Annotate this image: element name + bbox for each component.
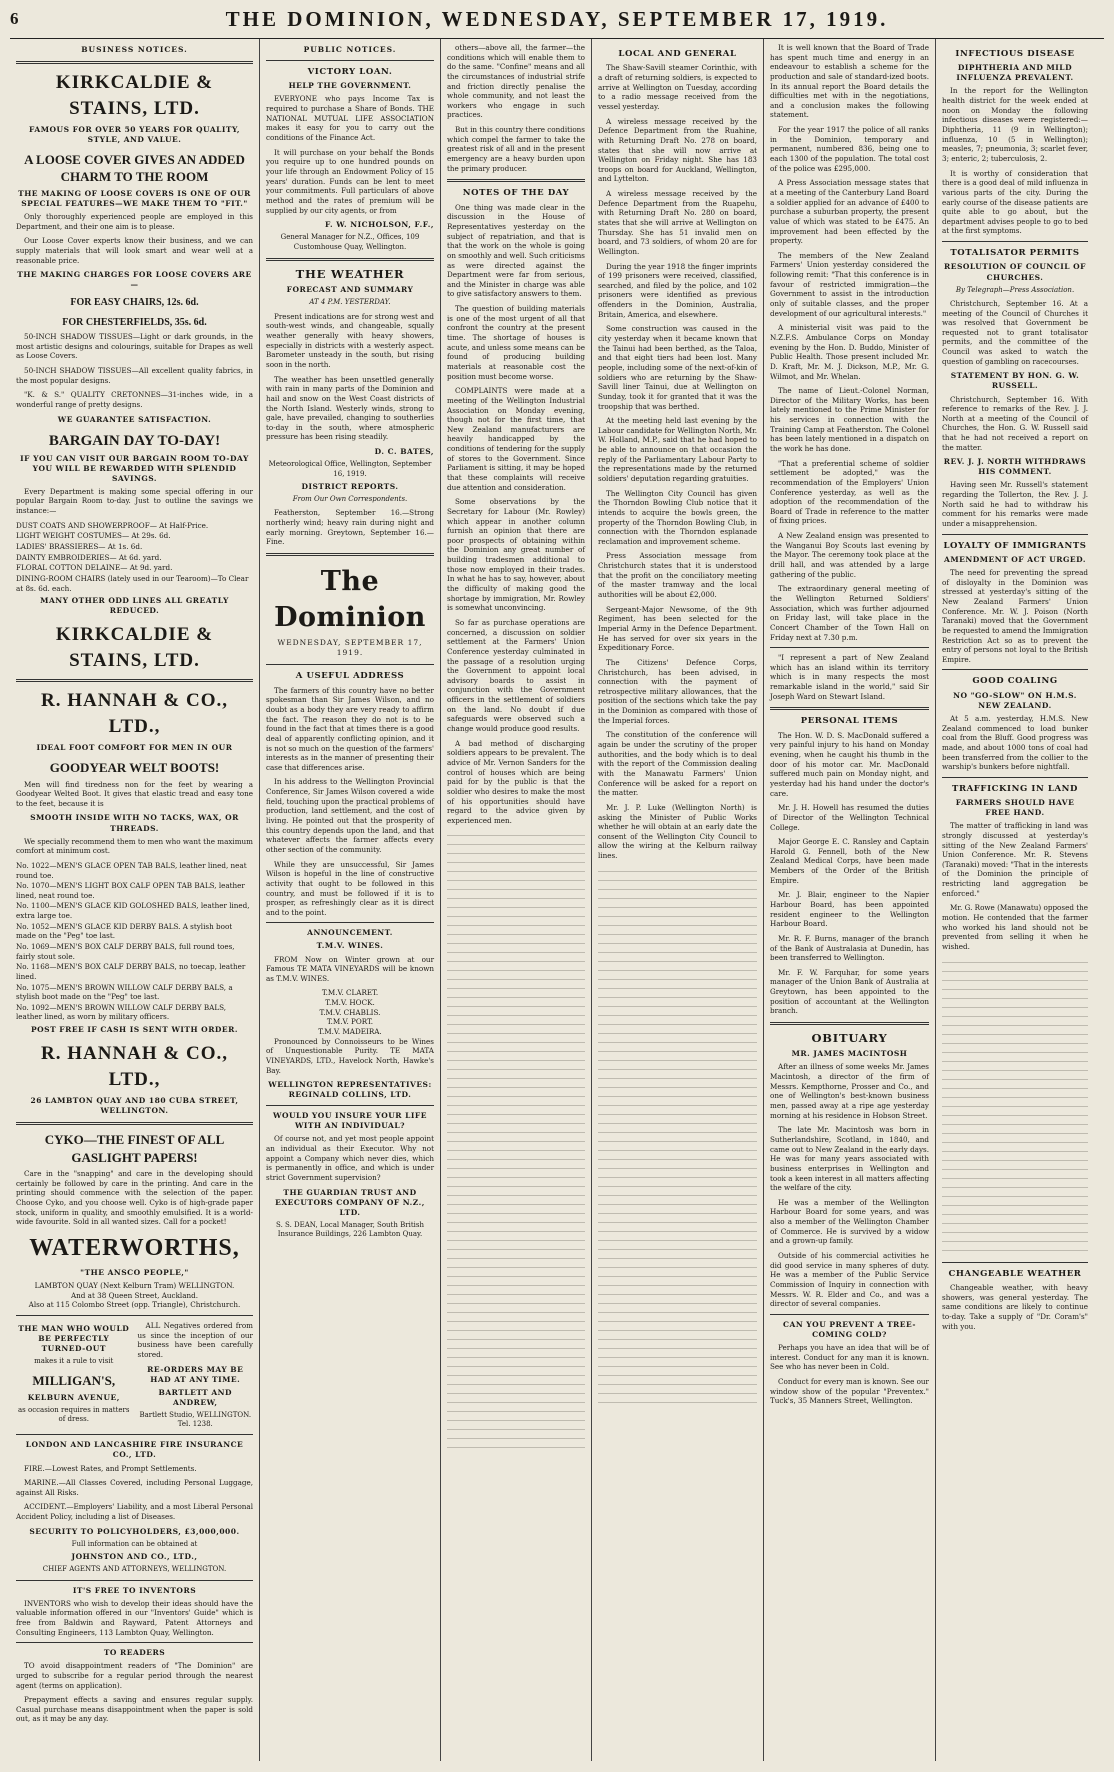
article-text: "I represent a part of New Zealand which has an island within its territory which is in many respects the most remarkable island in the world," said Sir Joseph Ward on Stewart Island. xyxy=(770,653,929,701)
ad-text: FIRE.—Lowest Rates, and Prompt Settlements. xyxy=(24,1463,197,1473)
divider xyxy=(266,664,434,665)
divider xyxy=(16,1580,253,1581)
wine-item: T.M.V. CLARET. xyxy=(321,988,379,998)
article-text: The members of the New Zealand Farmers' Union yesterday considered the following remit: "That this conference is in favour of restricted immigration—the Government to assist in the introduction only of suitable classes, and the proper development of our agricultural interests." xyxy=(770,250,929,318)
columns xyxy=(10,39,1104,1761)
london-info: Full information can be obtained at xyxy=(71,1539,198,1548)
ad-text: ALL Negatives ordered from us since the inception of our business have been carefully stored. xyxy=(137,1320,253,1359)
article-text: A ministerial visit was paid to the N.Z.F.S. Ambulance Corps on Monday evening by the Hon. D. Buddo, Minister of Public Health. Those present included Mr. D. Kraft, Mr. M. J. Dickson, M.P., Mr. G. Wilmot, and Mr. Whelan. xyxy=(770,323,929,381)
bargain-subhead: IF YOU CAN VISIT OUR BARGAIN ROOM TO-DAY YOU WILL BE REWARDED WITH SPLENDID SAVINGS. xyxy=(20,453,249,483)
column-notes xyxy=(441,39,592,1761)
north-heading: REV. J. J. NORTH WITHDRAWS HIS COMMENT. xyxy=(943,457,1087,477)
hannah-address: 26 LAMBTON QUAY AND 180 CUBA STREET, WELLINGTON. xyxy=(30,1096,239,1116)
guarantee-line: WE GUARANTEE SATISFACTION. xyxy=(57,414,212,424)
weather-signature: D. C. BATES, xyxy=(374,447,434,457)
article-text: So far as purchase operations are concerned, a discussion on soldier settlement at the Farmers' Union Conference yesterday culminated in the passage of a resolution urging the Government to appoint local advisory boards to assist in conjunction with the Government officers in the settlement of soldiers on the land. No doubt if due safeguards were observed such a change would produce good results. xyxy=(447,617,585,734)
article-text: A bad method of discharging soldiers appears to be prevalent. The advice of Mr. Vernon Sanders for the control of houses which are being paid for by the public is that the soldier who desires to make the most of his opportunities should have regard to the advice given by experienced men. xyxy=(447,738,585,825)
wine-item: T.M.V. MADEIRA. xyxy=(318,1027,382,1037)
bartlett-title: BARTLETT AND ANDREW, xyxy=(158,1387,232,1407)
victory-signature: F. W. NICHOLSON, F.F., xyxy=(324,220,434,230)
cyko-headline: CYKO—THE FINEST OF ALL GASLIGHT PAPERS! xyxy=(44,1132,225,1165)
article-text: EVERYONE who pays Income Tax is required to purchase a Share of Bonds. THE NATIONAL MUTUAL LIFE ASSOCIATION makes it easy for you to carry out the conditions of the Finance Act. xyxy=(266,94,434,143)
coaling-heading: GOOD COALING xyxy=(972,676,1058,687)
article-text: Mr. G. Rowe (Manawatu) opposed the motion. He contended that the farmer who worked his land should not be prevented from selling it when he wished. xyxy=(942,903,1088,951)
london-title: LONDON AND LANCASHIRE FIRE INSURANCE CO., LTD. xyxy=(25,1440,244,1460)
bargain-footer: MANY OTHER ODD LINES ALL GREATLY REDUCED. xyxy=(40,596,229,616)
kirkcaldie-ad xyxy=(16,70,253,673)
johnston-sub: CHIEF AGENTS AND ATTORNEYS, WELLINGTON. xyxy=(42,1565,227,1574)
ad-text: FROM Now on Winter grown at our Famous TE MATA VINEYARDS will be known as T.M.V. WINES. xyxy=(266,954,434,983)
article-text: Some construction was caused in the city yesterday when it became known that the Tainui had been berthed, as the Taloa, and that eight tiers had been lost. Many people, including some of the next-of-kin of soldiers who are returning by the Shaw-Savill liner Tainui, due at Wellington on Sunday, took it for granted that it was the troopship that was berthed. xyxy=(598,324,757,411)
paper-nameplate: The Dominion xyxy=(274,565,426,634)
making-charge: FOR EASY CHAIRS, 12s. 6d. xyxy=(70,297,199,309)
page-number: 6 xyxy=(10,9,19,28)
totalisator-sub: RESOLUTION OF COUNCIL OF CHURCHES. xyxy=(944,262,1086,282)
boot-item: No. 1052—MEN'S GLACE KID DERBY BALS. A stylish boot made on the "Peg" toe last. xyxy=(16,921,233,941)
divider xyxy=(942,241,1088,242)
wine-item: T.M.V. HOCK. xyxy=(325,998,375,1008)
totalisator-source: By Telegraph—Press Association. xyxy=(955,285,1075,294)
russell-heading: STATEMENT BY HON. G. W. RUSSELL. xyxy=(950,371,1080,391)
totalisator-heading: TOTALISATOR PERMITS xyxy=(950,248,1080,259)
coaling-sub: NO "GO-SLOW" ON H.M.S. NEW ZEALAND. xyxy=(953,690,1077,710)
article-text: Changeable weather, with heavy showers, was general yesterday. The same conditions are likely to continue to-day. Take a supply of "Dr. Coram's" with you. xyxy=(942,1282,1088,1331)
divider xyxy=(16,1122,253,1125)
column-news-briefs xyxy=(936,39,1094,1761)
ad-text: Perhaps you have an idea that will be of interest. Conduct for any man it is known. See who has never been in Cold. xyxy=(770,1342,929,1372)
article-text: The Wellington City Council has given the Thorndon Bowling Club notice that it intends to acquire the bowls green, the property of the Thorndon Bowling Club, in connection with the Thorndon esplanade reclamation and improvement scheme. xyxy=(598,488,757,546)
divider xyxy=(942,777,1088,778)
divider xyxy=(770,647,929,648)
ad-text: 50-INCH SHADOW TISSUES—All excellent quality fabrics, in the most popular designs. xyxy=(16,365,253,385)
paper-dateline: WEDNESDAY, SEPTEMBER 17, 1919. xyxy=(277,638,423,658)
bargain-item: DINING-ROOM CHAIRS (lately used in our Tearoom)—To Clear at 8s. 6d. each. xyxy=(16,573,249,593)
article-text: A Press Association message states that at a meeting of the Canterbury Land Board a soldier applied for an advance of £400 to purchase a suburban property, the present value of which was stated to be £475. An improvement had been effected by the property. xyxy=(770,178,929,246)
ad-text: Pronounced by Connoisseurs to be Wines of Unquestionable Purity. TE MATA VINEYARDS, LTD., Havelock North, Hawke's Bay. xyxy=(266,1036,434,1075)
ad-text: Conduct for every man is known. See our window show of the popular "Preventex." Tuck's, 35 Manners Street, Wellington. xyxy=(770,1376,929,1406)
article-text: The question of building materials is one of the most urgent of all that confront the country at the present time. The shortage of houses is acute, and unless some means can be found of producing building materials at reasonable cost the position must become worse. xyxy=(447,304,585,381)
boot-item: No. 1022—MEN'S GLACE OPEN TAB BALS, leather lined, neat round toe. xyxy=(16,860,247,880)
article-text: Outside of his commercial activities he did good service in many spheres of duty. He was a member of the Public Service Commission of Inquiry in connection with Messrs. W. R. Elder and Co., and was a director of several companies. xyxy=(770,1251,929,1309)
article-text: After an illness of some weeks Mr. James Macintosh, a director of the firm of Messrs. Kempthorne, Prosser and Co., and one of Wellington's best-known business men, passed away at a ripe age yesterday morning at his residence in Hobson Street. xyxy=(770,1062,929,1120)
weather-heading: THE WEATHER xyxy=(295,266,405,281)
inventors-headline: IT'S FREE TO INVENTORS xyxy=(72,1585,197,1595)
article-text: A wireless message received by the Defence Department from the Ruapehu, with Returning Draft No. 280 on board, states that she will arrive at Wellington on Thursday. She has 51 invalid men on board, and 73 soldiers, of whom 20 are for Wellington. xyxy=(598,189,757,256)
hannah-tagline: IDEAL FOOT COMFORT FOR MEN IN OUR xyxy=(36,743,233,753)
goodyear-headline: GOODYEAR WELT BOOTS! xyxy=(49,760,220,776)
guardian-title: THE GUARDIAN TRUST AND EXECUTORS COMPANY OF N.Z., LTD. xyxy=(275,1187,425,1217)
milligan-title: MILLIGAN'S, xyxy=(32,1373,116,1389)
divider xyxy=(770,1022,929,1025)
loose-cover-subhead: THE MAKING OF LOOSE COVERS IS ONE OF OUR SPECIAL FEATURES—WE MAKE THEM TO "FIT." xyxy=(18,188,251,208)
te-mata-ad xyxy=(266,928,434,1100)
bartlett-address: Bartlett Studio, WELLINGTON. xyxy=(139,1410,252,1419)
london-security: SECURITY TO POLICYHOLDERS, £3,000,000. xyxy=(29,1526,240,1536)
hannah-title: R. HANNAH & CO., LTD., xyxy=(41,690,228,737)
man-who-sub: makes it a rule to visit xyxy=(34,1357,114,1366)
article-text: The Hon. W. D. S. MacDonald suffered a very painful injury to his hand on Monday evening, when he caught his thumb in the door of his motor car. Mr. MacDonald suffered much pain on Monday night, and yesterday had his hand under the doctor's care. xyxy=(770,730,929,798)
making-charge: FOR CHESTERFIELDS, 35s. 6d. xyxy=(62,316,207,328)
smooth-inside-line: SMOOTH INSIDE WITH NO TACKS, WAX, OR THREADS. xyxy=(30,813,239,833)
article-text: Mr. F. W. Farquhar, for some years manager of the Union Bank of Australia at Greytown, has been appointed to the position of accountant at the Wellington branch. xyxy=(770,967,929,1016)
editorial-heading: A USEFUL ADDRESS xyxy=(295,671,405,682)
weather-signature-detail: Meteorological Office, Wellington, September 16, 1919. xyxy=(268,460,432,478)
ad-text: Care in the "snapping" and care in the developing should certainly be followed by care in the printing. And care in the printing should commence with the selection of the paper. Choose Cyko, and you choose well. Cyko is of high-grade paper stock, uniform in quality, and smoothly emulsified. It is a world-wide favourite. Sold in all wanted sizes. Call for a pocket! xyxy=(16,1168,253,1227)
ad-text: Only thoroughly experienced people are employed in this Department, and their one aim is to please. xyxy=(16,211,253,231)
article-text: In the report for the Wellington health district for the week ended at noon on Monday the following infectious diseases were registered:—Diphtheria, 11 (9 in Wellington); influenza, 10 (5 in Wellington); measles, 7; pneumonia, 3; scarlet fever, 3; enteric, 2; tuberculosis, 2. xyxy=(942,86,1088,163)
boot-item: No. 1100—MEN'S GLACE KID GOLOSHED BALS, leather lined, extra large toe. xyxy=(16,901,250,921)
article-text: While they are unsuccessful, Sir James Wilson is hopeful in the line of constructive activity that ought to be followed in this country, and must be followed if it is to prosper, as refreshingly clear as it is direct and to the point. xyxy=(266,859,434,917)
article-text: At 5 a.m. yesterday, H.M.S. New Zealand commenced to load bunker coal from the Bluff. Good progress was made, and about 1000 tons of coal had been transferred from the collier to the warship's bunkers before nightfall. xyxy=(942,713,1088,772)
obituary-heading: OBITUARY xyxy=(811,1031,888,1046)
waterworths-address: Also at 115 Colombo Street (opp. Triangle), Christchurch. xyxy=(28,1300,241,1310)
cold-ad-heading: CAN YOU PREVENT A TREE-COMING COLD? xyxy=(783,1319,916,1339)
article-text: Christchurch, September 16. At a meeting of the Council of Churches it was resolved that Government be requested not to grant totalisator permits, and the committee of the Council was asked to watch the question of gambling on racecourses. xyxy=(942,298,1088,366)
ad-text: We specially recommend them to men who want the maximum comfort at minimum cost. xyxy=(16,836,253,856)
kirkcaldie-title: KIRKCALDIE & STAINS, LTD. xyxy=(55,72,214,119)
column-local-general xyxy=(592,39,764,1761)
article-text: But in this country there conditions which compel the farmer to take the greatest risk of all and in the present emergency are a heavy burden upon the primary producer. xyxy=(447,125,585,173)
article-text: Some observations by the Secretary for Labour (Mr. Rowley) which appear in another column furnish an opinion that there are poor prospects of obtaining within the Dominion any great number of building tradesmen additional to those now employed in their trades. In what he has to say, however, about the difficulty of making good the shortage by immigration, Mr. Rowley is somewhat unconvincing. xyxy=(447,497,585,613)
article-text: For the year 1917 the police of all ranks in the Dominion, temporary and permanent, numbered 836, being one to each 1300 of the population. The total cost of the police was £295,000. xyxy=(770,125,929,173)
divider xyxy=(942,534,1088,535)
milligan-address: KELBURN AVENUE, xyxy=(27,1392,120,1402)
notes-heading: NOTES OF THE DAY xyxy=(462,188,570,199)
district-reports-sub: From Our Own Correspondents. xyxy=(292,494,408,503)
wine-item: T.M.V. CHABLIS. xyxy=(319,1007,381,1017)
ad-text: ACCIDENT.—Employers' Liability, and a most Liberal Personal Accident Policy, including a list of Diseases. xyxy=(16,1502,253,1522)
article-text: Mr. J. H. Howell has resumed the duties of Director of the Wellington Technical College. xyxy=(770,803,929,832)
column-business-notices xyxy=(10,39,260,1761)
section-heading: BUSINESS NOTICES. xyxy=(81,45,188,54)
article-text: A New Zealand ensign was presented to the Wanganui Boy Scouts last evening by the Mayor. The ceremony took place at the drill hall, and was attended by a large gathering of the public. xyxy=(770,531,929,579)
article-text: It is worthy of consideration that there is a good deal of mild influenza in various parts of the city. During the early course of the disease patients are quite able to go about, but the department advises people to go to bed at the first symptoms. xyxy=(942,168,1088,236)
ad-text: Men will find tiredness non for the feet by wearing a Goodyear Welted Boot. It gives that elastic tread and easy tone to the feet, because it is xyxy=(16,779,253,808)
body-text-block xyxy=(598,866,757,1406)
article-text: Mr. J. P. Luke (Wellington North) is asking the Minister of Public Works whether he will obtain at an early date the consent of the Wellington City Council to allow the wiring at the Kelburn railway lines. xyxy=(598,802,757,861)
bargain-day-headline: BARGAIN DAY TO-DAY! xyxy=(48,432,221,449)
article-text: He was a member of the Wellington Harbour Board for some years, and was also a member of the Wellington Chamber of Commerce. He is survived by a widow and a grown-up family. xyxy=(770,1197,929,1246)
making-charges-heading: THE MAKING CHARGES FOR LOOSE COVERS ARE— xyxy=(17,270,252,290)
readers-headline: TO READERS xyxy=(103,1648,166,1658)
ad-text: Prepayment effects a saving and ensures regular supply. Casual purchase means disappointment when the paper is sold out, as it may be any day. xyxy=(16,1695,253,1724)
personal-items-heading: PERSONAL ITEMS xyxy=(800,716,899,727)
ad-text: INVENTORS who wish to develop their ideas should have the valuable information offered in our "Inventors' Guide" which is free from Baldwin and Rayward, Patent Attorneys and Consulting Engineers, 113 Lambton Quay, Wellington. xyxy=(16,1598,253,1637)
announcement-heading: ANNOUNCEMENT. xyxy=(307,928,393,938)
divider xyxy=(942,669,1088,670)
boots-list xyxy=(16,861,253,1022)
infectious-heading: INFECTIOUS DISEASE xyxy=(955,49,1075,59)
article-text: The Shaw-Savill steamer Corinthic, with a draft of returning soldiers, is expected to arrive at Wellington on Tuesday, according to a radio message received from the vessel yesterday. xyxy=(598,63,757,111)
bargain-item: LIGHT WEIGHT COSTUMES— At 29s. 6d. xyxy=(16,531,171,541)
article-text: The extraordinary general meeting of the Wellington Returned Soldiers' Association, which was further adjourned on Friday last, will take place in the Concert Chamber of the Town Hall on Friday next at 7.30 p.m. xyxy=(770,584,929,642)
london-lancashire-ad xyxy=(16,1440,253,1574)
kirkcaldie-title-footer: KIRKCALDIE & STAINS, LTD. xyxy=(55,624,214,671)
bargain-item: DUST COATS AND SHOWERPROOF— At Half-Price. xyxy=(16,520,209,530)
divider xyxy=(770,1314,929,1315)
victory-loan-sub: HELP THE GOVERNMENT. xyxy=(288,81,412,91)
divider xyxy=(266,553,434,556)
milligan-ad xyxy=(16,1321,132,1430)
obituary-name: MR. JAMES MACINTOSH xyxy=(791,1049,908,1059)
article-text: The weather has been unsettled generally with rain in many parts of the Dominion and hail and snow on the West Coast districts of the North Island. Westerly winds, strong to gale, have prevailed, changing to southerlies to-day in the south, where atmospheric pressure has been rising steadily. xyxy=(266,374,434,442)
article-text: It will purchase on your behalf the Bonds you require up to one hundred pounds on your life through an Endowment Policy of 15 years' duration. Funds can be lent to meet your commitments. Full particulars of above method and the rates of premium will be supplied by our city agents, or from xyxy=(266,147,434,215)
article-text: The Citizens' Defence Corps, Christchurch, has been advised, in connection with the payment of retrospective military allowances, that the position of the sections which take the pay in the Dominion as compared with those of the Imperial forces. xyxy=(598,657,757,725)
article-text: A wireless message received by the Defence Department from the Ruahine, with Returning Draft No. 278 on board, states that she will now arrive at Wellington on Friday night. She has 183 troops on board for Auckland, Wellington, and Lyttelton. xyxy=(598,116,757,184)
article-text: At the meeting held last evening by the Labour candidate for Wellington North, Mr. W. Holland, M.P., said that he had hoped to be able to announce on that occasion the reply of the Parliamentary Labour Party to the representations made by the returned soldiers' deputation regarding gratuities. xyxy=(598,416,757,483)
article-text: Sergeant-Major Newsome, of the 9th Regiment, has been selected for the Imperial Army in the Defence Department. He has served for over six years in the Expeditionary Force. xyxy=(598,604,757,653)
ad-text: TO avoid disappointment readers of "The Dominion" are urged to subscribe for a regular period through the nearest agent (terms on application). xyxy=(16,1661,253,1690)
hannah-ad xyxy=(16,688,253,1116)
article-text: The constitution of the conference will again be under the scrutiny of the proper authorities, and the body which is to deal with the report of the Commission dealing with the Manawatu Farmers' Union Conference will be asked for a report on the matter. xyxy=(598,730,757,798)
waterworths-title: WATERWORTHS, xyxy=(29,1234,240,1261)
article-text: Having seen Mr. Russell's statement regarding the Tollerton, the Rev. J. J. North said he had to withdraw his comment for his remarks were made under a misapprehension. xyxy=(942,480,1088,528)
post-free-line: POST FREE IF CASH IS SENT WITH ORDER. xyxy=(31,1025,238,1035)
loyalty-sub: AMENDMENT OF ACT URGED. xyxy=(944,555,1086,565)
divider xyxy=(16,61,253,64)
local-general-heading: LOCAL AND GENERAL xyxy=(618,49,737,59)
article-text: Press Association message from Christchurch states that it is understood that the profit on the conciliatory meeting of the master tramway and the local authorities will be about £2,000. xyxy=(598,551,757,600)
weather-time: AT 4 P.M. YESTERDAY. xyxy=(309,298,391,307)
ad-text: 50-INCH SHADOW TISSUES—Light or dark grounds, in the most artistic designs and colourings, suitable for Drapes as well as Loose Covers. xyxy=(16,332,253,361)
article-text: The farmers of this country have no better spokesman than Sir James Wilson, and no doubt as a body they are very ready to affirm the fact. The reason they do not is to be found in the fact that at times there is a good deal of apparently conflicting opinion, and it is not so much on the question of the farmers' interests as in the manner of presenting their case that differences arise. xyxy=(266,685,434,772)
divider xyxy=(16,1315,253,1316)
boot-item: No. 1070—MEN'S LIGHT BOX CALF OPEN TAB BALS, leather lined, neat round toe. xyxy=(16,881,245,900)
article-text: During the year 1918 the finger imprints of 199 prisoners were received, classified, searched, and filed by the police, and 102 prisoners were identified as previous offenders in the Dominion, Australia, Britain, America, and elsewhere. xyxy=(598,261,757,319)
divider xyxy=(266,922,434,923)
article-text: Major George E. C. Ransley and Captain Harold G. Fennell, both of the New Zealand Medical Corps, have been made Members of the Order of the British Empire. xyxy=(770,837,929,885)
loyalty-heading: LOYALTY OF IMMIGRANTS xyxy=(943,540,1087,551)
ad-text: Of course not, and yet most people appoint an individual as their Executor. Why not appoint a Company which never dies, which is permanently in office, and which is under strict Government supervision? xyxy=(266,1134,434,1182)
article-text: The need for preventing the spread of disloyalty in the Dominion was stressed at yesterday's sitting of the New Zealand Farmers' Union Conference. Mr. W. J. Poison (North Taranaki) moved that the Government be requested to amend the Immigration Restriction Act so as to prevent the entry of persons not loyal to the British Empire. xyxy=(942,568,1088,664)
divider xyxy=(16,1434,253,1435)
bargain-item: LADIES' BRASSIERES— At 1s. 6d. xyxy=(16,542,143,551)
announcement-sub: T.M.V. WINES. xyxy=(316,941,384,951)
waterworths-subtitle: "THE ANSCO PEOPLE," xyxy=(80,1267,189,1277)
bargain-item: FLORAL COTTON DELAINE— At 9d. yard. xyxy=(16,563,173,573)
hannah-title-footer: R. HANNAH & CO., LTD., xyxy=(41,1043,228,1090)
body-text-block xyxy=(942,957,1088,1257)
article-text: Present indications are for strong west and south-west winds, and changeable, squally weather generally with heavy showers, especially in districts with a westerly aspect. Barometer unsteady in the south, but rising soon in the north. xyxy=(266,311,434,369)
divider xyxy=(266,258,434,261)
infectious-sub: DIPHTHERIA AND MILD INFLUENZA PREVALENT. xyxy=(956,63,1074,83)
weather-subheading: FORECAST AND SUMMARY xyxy=(286,285,414,295)
divider xyxy=(16,1642,253,1643)
waterworths-address: LAMBTON QUAY (Next Kelburn Tram) WELLINGTON. xyxy=(34,1281,235,1291)
bargain-item: DAINTY EMBROIDERIES— At 6d. yard. xyxy=(16,552,162,562)
victory-loan-heading: VICTORY LOAN. xyxy=(307,67,393,78)
trafficking-heading: TRAFFICKING IN LAND xyxy=(952,783,1078,794)
man-who-headline: THE MAN WHO WOULD BE PERFECTLY TURNED-OUT xyxy=(18,1323,130,1354)
ad-text: "K. & S." QUALITY CRETONNES—31-inches wide, in a wonderful range of pretty designs. xyxy=(16,390,253,409)
district-reports-heading: DISTRICT REPORTS. xyxy=(301,481,399,491)
article-text: Christchurch, September 16. With reference to remarks of the Rev. J. J. North at a meeting of the Council of Churches, the Hon. G. W. Russell said that he had not received a report on the matter. xyxy=(942,394,1088,452)
divider xyxy=(266,60,434,61)
article-text: "That a preferential scheme of soldier settlement be adopted," was the recommendation of the Employers' Union Conference yesterday, as well as the adoption of the recommendation of the Board of Trade in reference to the matter of fixing prices. xyxy=(770,458,929,526)
article-text: Mr. R. F. Burns, manager of the branch of the Bank of Australasia at Dunedin, has been transferred to Wellington. xyxy=(770,933,929,963)
bargain-list xyxy=(16,521,253,593)
article-text: The name of Lieut.-Colonel Norman, Director of the Military Works, has been lately mentioned to the Prime Minister for his services in connection with the Training Camp at Featherston. The Colonel has been lately mentioned in a dispatch on the work he has done. xyxy=(770,386,929,453)
wellington-reps: WELLINGTON REPRESENTATIVES: REGINALD COLLINS, LTD. xyxy=(268,1080,432,1100)
column-personal-obituary xyxy=(764,39,936,1761)
waterworths-address: And at 38 Queen Street, Auckland. xyxy=(70,1290,199,1300)
insure-heading: WOULD YOU INSURE YOUR LIFE WITH AN INDIVIDUAL? xyxy=(273,1111,427,1131)
article-text: It is well known that the Board of Trade has spent much time and energy in an endeavour to establish a scheme for the production and sale of standard-ized boots. In its annual report the Board details the difficulties met with in the negotiations, and a conclusion makes the following statement. xyxy=(770,43,929,120)
article-text: In his address to the Wellington Provincial Conference, Sir James Wilson covered a wide field, touching upon the practical problems of production, land settlement, and the cost of living. He pointed out that the prosperity of this country depends upon the land, and that whatever affects the farmer affects every other section of the community. xyxy=(266,777,434,854)
reorders-line: RE-ORDERS MAY BE HAD AT ANY TIME. xyxy=(147,1364,244,1384)
boot-item: No. 1168—MEN'S BOX CALF DERBY BALS, no toecap, leather lined. xyxy=(16,962,246,981)
column-public-notices xyxy=(260,39,441,1761)
ad-text: Our Loose Cover experts know their business, and we can supply materials that will look smart and wear well at a reasonable price. xyxy=(16,236,253,265)
cyko-ad xyxy=(16,1131,253,1310)
article-text: others—above all, the farmer—the conditions which will enable them to do the same. "Confine" means and all the circumstances of industrial strife and friction directly penalise the whole community, and not least the workers who engage in such practices. xyxy=(447,43,585,120)
two-up-ads xyxy=(16,1321,253,1430)
bartlett-ad xyxy=(138,1321,254,1430)
article-text: Mr. J. Blair, engineer to the Napier Harbour Board, has been appointed resident engineer to the Wellington Harbour Board. xyxy=(770,890,929,929)
changeable-weather-heading: CHANGEABLE WEATHER xyxy=(948,1268,1082,1279)
divider xyxy=(770,707,929,710)
article-text: The matter of trafficking in land was strongly discussed at yesterday's sitting of the New Zealand Farmers' Union Conference. Mr. R. Stevens (Taranaki) moved: "That in the interests of the Dominion the principle of restricting land aggregation be enforced." xyxy=(942,821,1088,898)
ad-text: MARINE.—All Classes Covered, including Personal Luggage, against All Risks. xyxy=(16,1478,253,1497)
boot-item: No. 1092—MEN'S BROWN WILLOW CALF DERBY BALS, leather lined, as worn by military officers. xyxy=(16,1002,227,1022)
guardian-signature: S. S. DEAN, Local Manager, South British Insurance Buildings, 226 Lambton Quay. xyxy=(276,1220,424,1239)
boot-item: No. 1069—MEN'S BOX CALF DERBY BALS, full round toes, fairly stout sole. xyxy=(16,941,235,961)
kirkcaldie-tagline: FAMOUS FOR OVER 50 YEARS FOR QUALITY, STYLE, AND VALUE. xyxy=(28,124,240,144)
loose-cover-headline: A LOOSE COVER GIVES AN ADDED CHARM TO THE ROOM xyxy=(24,152,245,185)
article-text: Featherston, September 16.—Strong northerly wind; heavy rain during night and early morning. Greytown, September 16.—Fine. xyxy=(266,508,434,547)
boot-item: No. 1075—MEN'S BROWN WILLOW CALF DERBY BALS, a stylish boot made on the "Peg" toe last. xyxy=(16,982,233,1002)
body-text-block xyxy=(447,830,585,1450)
johnston-title: JOHNSTON AND CO., LTD., xyxy=(71,1552,198,1562)
milligan-footer: as occasion requires in matters of dress. xyxy=(17,1405,130,1424)
wine-item: T.M.V. PORT. xyxy=(326,1017,374,1027)
divider xyxy=(942,1262,1088,1263)
article-text: One thing was made clear in the discussion in the House of Representatives yesterday on the subject of repatriation, and that is that the work on the whole is going on smoothly and well. Such criticisms as were directed against the Department were far from serious, and the Minister in charge was able to give satisfactory answers to them. xyxy=(447,202,585,299)
masthead-title: THE DOMINION, WEDNESDAY, SEPTEMBER 17, 1919. xyxy=(225,6,889,31)
divider xyxy=(447,179,585,182)
article-text: The late Mr. Macintosh was born in Sutherlandshire, Scotland, in 1840, and came out to New Zealand in the early days. He was for many years associated with business enterprises in Wellington and took a keen interest in all matters affecting the welfare of the city. xyxy=(770,1125,929,1193)
masthead xyxy=(10,0,1104,39)
divider xyxy=(266,1105,434,1106)
ad-text: Every Department is making some special offering in our popular Bargain Room to-day. Just to outline the savings we instance:— xyxy=(16,486,253,516)
bartlett-tel: Tel. 1238. xyxy=(177,1420,213,1429)
victory-signature-detail: General Manager for N.Z., Offices, 109 Customhouse Quay, Wellington. xyxy=(280,233,420,251)
trafficking-sub: FARMERS SHOULD HAVE FREE HAND. xyxy=(955,798,1075,818)
article-text: COMPLAINTS were made at a meeting of the Wellington Industrial Association on Monday evening, though not for the first time, that New Zealand manufacturers are heavily handicapped by the conditions of tendering for the supply of stores to the Government. Since Parliament is sitting, it may be hoped that these complaints will receive due attention and consideration. xyxy=(447,386,585,492)
divider xyxy=(16,679,253,682)
section-heading: PUBLIC NOTICES. xyxy=(303,45,397,54)
